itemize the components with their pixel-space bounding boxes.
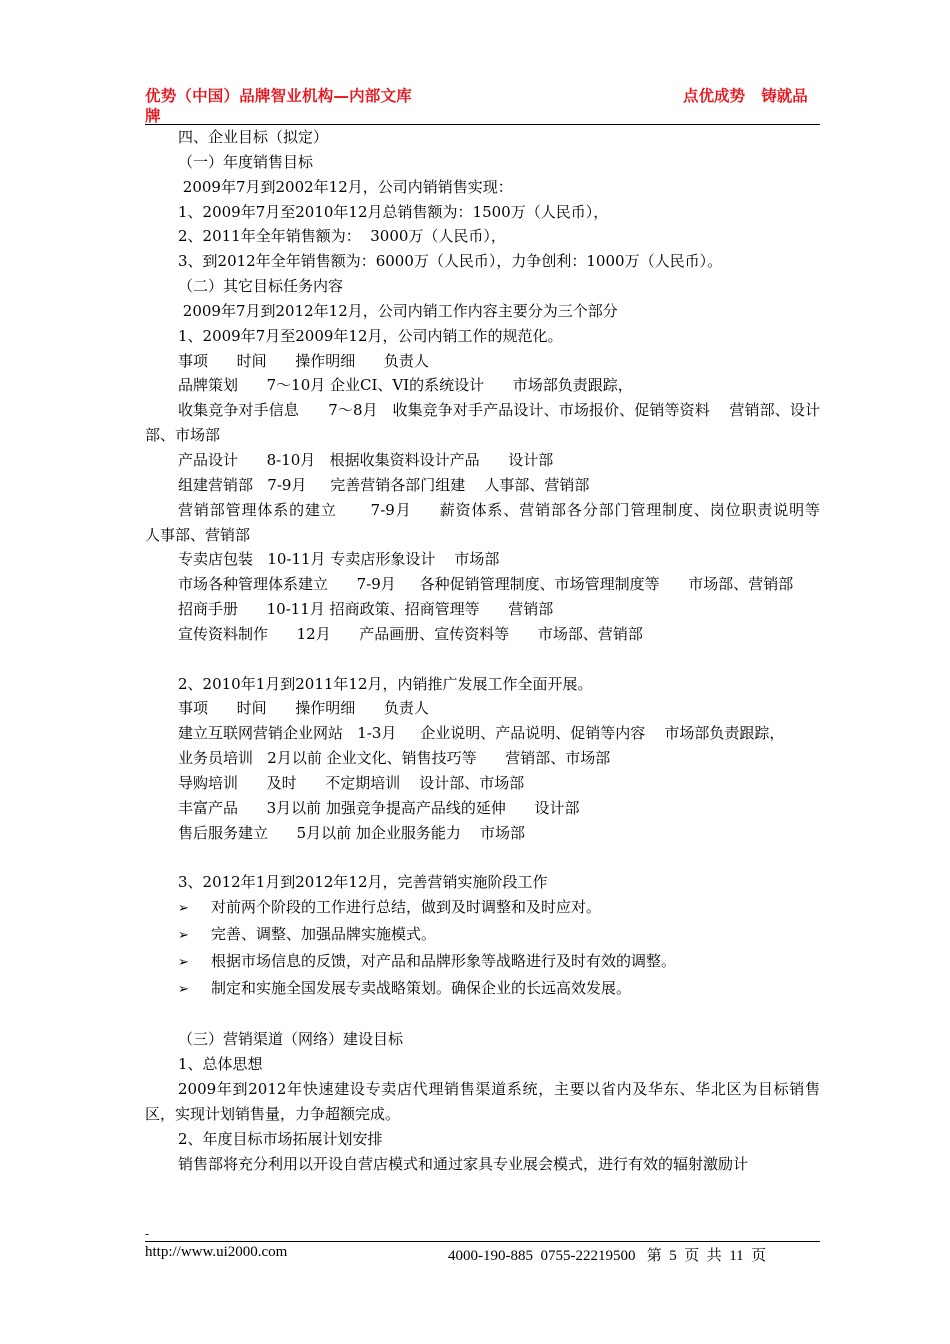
task-line: 营销部管理体系的建立 7-9月 薪资体系、营销部各分部门管理制度、岗位职责说明等 人事部、营销部: [145, 500, 849, 544]
arrow-bullet-icon: ➢: [178, 928, 189, 943]
paragraph: 1、2009年7月至2010年12月总销售额为：1500万（人民币），: [178, 202, 609, 221]
footer-dash: -: [145, 1227, 150, 1241]
task-line: 专卖店包装 10-11月 专卖店形象设计 市场部: [178, 550, 500, 569]
paragraph: 2、年度目标市场拓展计划安排: [178, 1129, 383, 1148]
task-line: 招商手册 10-11月 招商政策、招商管理等 营销部: [178, 600, 554, 619]
footer-url[interactable]: http://www.ui2000.com: [145, 1244, 288, 1260]
arrow-bullet-icon: ➢: [178, 981, 189, 997]
bullet-text: 完善、调整、加强品牌实施模式。: [211, 925, 437, 943]
subsection-heading: （三）营销渠道（网络）建设目标: [178, 1030, 404, 1049]
header-slogan-wrap: 牌: [145, 107, 161, 125]
arrow-bullet-icon: ➢: [178, 954, 189, 970]
bullet-item: [145, 922, 820, 949]
bullet-item: [145, 895, 820, 922]
section-heading: 四、企业目标（拟定）: [178, 128, 329, 146]
paragraph: 3、2012年1月到2012年12月，完善营销实施阶段工作: [178, 873, 548, 892]
paragraph: 3、到2012年全年销售额为：6000万（人民币），力争创利：1000万（人民币）。: [178, 252, 723, 271]
paragraph: 1、总体思想: [178, 1055, 263, 1074]
task-line: 售后服务建立 5月以前 加企业服务能力 市场部: [178, 823, 525, 842]
blank-line: [145, 647, 820, 672]
paragraph: 2009年到2012年快速建设专卖店代理销售渠道系统，主要以省内及华东、华北区为目标销售区，实现计划销售量，力争超额完成。: [145, 1080, 820, 1123]
task-line: 组建营销部 7-9月 完善营销各部门组建 人事部、营销部: [178, 475, 590, 494]
body-text: [145, 125, 849, 1176]
paragraph: 1、2009年7月至2009年12月，公司内销工作的规范化。: [178, 326, 563, 345]
header-title: 优势（中国）品牌智业机构—内部文库: [145, 87, 412, 105]
blank-line: [145, 1003, 820, 1028]
bullet-item: [145, 949, 820, 976]
task-line: 品牌策划 7～10月 企业CI、VI的系统设计 市场部负责跟踪，: [178, 376, 633, 395]
subsection-heading: （一）年度销售目标: [178, 152, 314, 171]
table-header-line: 事项 时间 操作明细 负责人: [178, 351, 429, 370]
task-line: 建立互联网营销企业网站 1-3月 企业说明、产品说明、促销等内容 市场部负责跟踪，: [178, 724, 785, 743]
header-slogan: 点优成势 铸就品: [683, 87, 808, 105]
task-line: 收集竞争对手信息 7～8月 收集竞争对手产品设计、市场报价、促销等资料 营销部、设计部、市场部: [145, 401, 820, 445]
paragraph: 2009年7月到2012年12月，公司内销工作内容主要分为三个部分: [178, 301, 618, 320]
bullet-item: [145, 976, 820, 1003]
paragraph: 2、2011年全年销售额为： 3000万（人民币），: [178, 227, 506, 246]
paragraph: 2009年7月到2002年12月，公司内销销售实现：: [178, 177, 513, 196]
bullet-text: 制定和实施全国发展专卖战略策划。确保企业的长远高效发展。: [211, 978, 632, 997]
footer-contact-page: 4000-190-885 0755-22219500 第 5 页 共 11 页: [448, 1248, 767, 1264]
task-line: 产品设计 8-10月 根据收集资料设计产品 设计部: [178, 450, 554, 469]
blank-line: [145, 845, 820, 870]
task-line: 业务员培训 2月以前 企业文化、销售技巧等 营销部、市场部: [178, 749, 611, 768]
task-line: 宣传资料制作 12月 产品画册、宣传资料等 市场部、营销部: [178, 624, 643, 643]
footer-rule: [145, 1241, 820, 1242]
task-line: 导购培训 及时 不定期培训 设计部、市场部: [178, 773, 525, 792]
paragraph: 销售部将充分利用以开设自营店模式和通过家具专业展会模式，进行有效的辐射激励计: [178, 1154, 749, 1173]
table-header-line: 事项 时间 操作明细 负责人: [178, 699, 429, 718]
task-line: 丰富产品 3月以前 加强竞争提高产品线的延伸 设计部: [178, 798, 580, 817]
bullet-text: 对前两个阶段的工作进行总结，做到及时调整和及时应对。: [211, 898, 602, 917]
task-line: 市场各种管理体系建立 7-9月 各种促销管理制度、市场管理制度等 市场部、营销部: [178, 575, 794, 594]
arrow-bullet-icon: ➢: [178, 901, 189, 917]
bullet-text: 根据市场信息的反馈，对产品和品牌形象等战略进行及时有效的调整。: [211, 951, 677, 970]
paragraph: 2、2010年1月到2011年12月，内销推广发展工作全面开展。: [178, 674, 593, 693]
subsection-heading: （二）其它目标任务内容: [178, 277, 344, 296]
